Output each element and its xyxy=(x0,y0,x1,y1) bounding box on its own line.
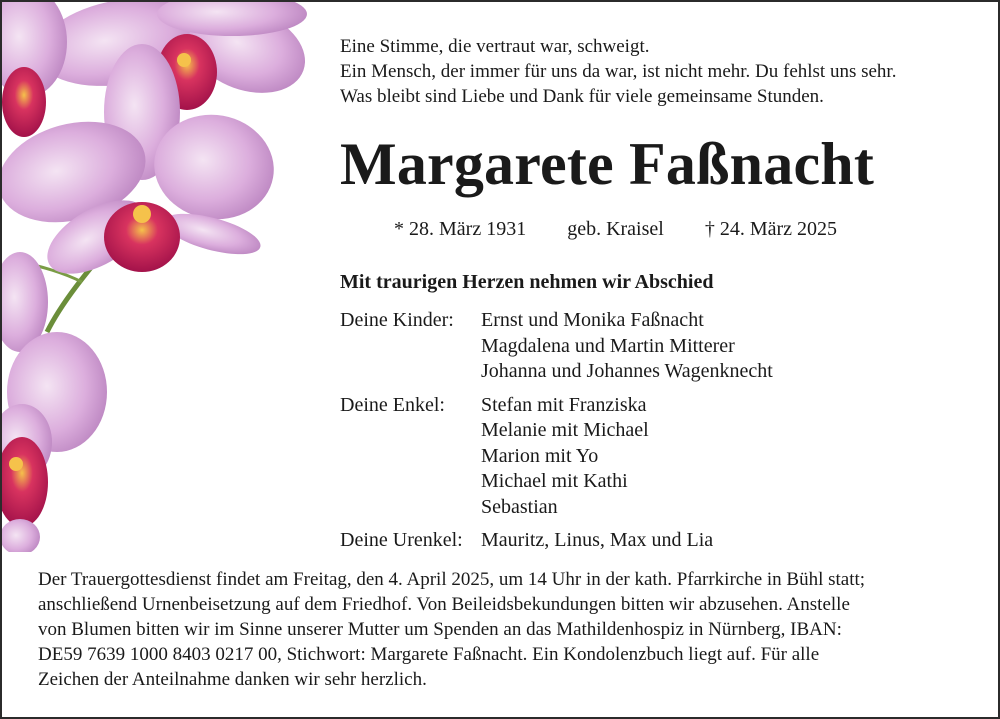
group-label: Deine Urenkel: xyxy=(340,529,463,551)
group-label: Deine Kinder: xyxy=(340,309,454,331)
notice-line: von Blumen bitten wir im Sinne unserer Mutter um Spenden an das Mathildenhospiz in Nürnberg, IBAN: xyxy=(38,619,842,640)
family-member: Michael mit Kathi xyxy=(481,470,628,492)
family-group-great-grandchildren xyxy=(340,528,773,554)
notice-line: Zeichen der Anteilnahme danken wir sehr herzlich. xyxy=(38,669,427,690)
family-list xyxy=(340,308,773,562)
verse-line: Eine Stimme, die vertraut war, schweigt. xyxy=(340,36,650,57)
family-member: Melanie mit Michael xyxy=(481,419,649,441)
funeral-notice xyxy=(38,567,978,692)
family-member: Magdalena und Martin Mitterer xyxy=(481,334,735,357)
family-member: Sebastian xyxy=(481,495,558,518)
verse-line: Was bleibt sind Liebe und Dank für viele gemeinsame Stunden. xyxy=(340,86,824,107)
family-group-grandchildren xyxy=(340,393,773,521)
orchid-flowers-image xyxy=(2,2,312,552)
death-date: † 24. März 2025 xyxy=(704,218,838,240)
family-member: Ernst und Monika Faßnacht xyxy=(481,309,704,331)
family-member: Stefan mit Franziska xyxy=(481,393,647,416)
group-names xyxy=(481,308,773,385)
notice-line: Der Trauergottesdienst findet am Freitag, den 4. April 2025, um 14 Uhr in der kath. Pfarrkirche in Bühl statt; xyxy=(38,569,866,590)
life-dates xyxy=(394,218,837,241)
family-member: Mauritz, Linus, Max und Lia xyxy=(481,529,714,551)
notice-line: DE59 7639 1000 8403 0217 00, Stichwort: Margarete Faßnacht. Ein Kondolenzbuch liegt auf. Für alle xyxy=(38,644,820,665)
farewell-headline: Mit traurigen Herzen nehmen wir Abschied xyxy=(340,271,714,293)
group-label: Deine Enkel: xyxy=(340,393,445,416)
group-names xyxy=(481,528,713,554)
maiden-name: geb. Kraisel xyxy=(567,218,664,240)
notice-line: anschließend Urnenbeisetzung auf dem Friedhof. Von Beileidsbekundungen bitten wir abzusehen. Anstelle xyxy=(38,594,850,615)
family-member: Johanna und Johannes Wagenknecht xyxy=(481,360,773,382)
verse-line: Ein Mensch, der immer für uns da war, ist nicht mehr. Du fehlst uns sehr. xyxy=(340,61,897,82)
family-group-children xyxy=(340,308,773,385)
deceased-name: Margarete Faßnacht xyxy=(340,131,875,197)
memorial-verse xyxy=(340,34,980,109)
group-names xyxy=(481,393,649,521)
birth-date: * 28. März 1931 xyxy=(394,218,527,240)
family-member: Marion mit Yo xyxy=(481,444,599,467)
